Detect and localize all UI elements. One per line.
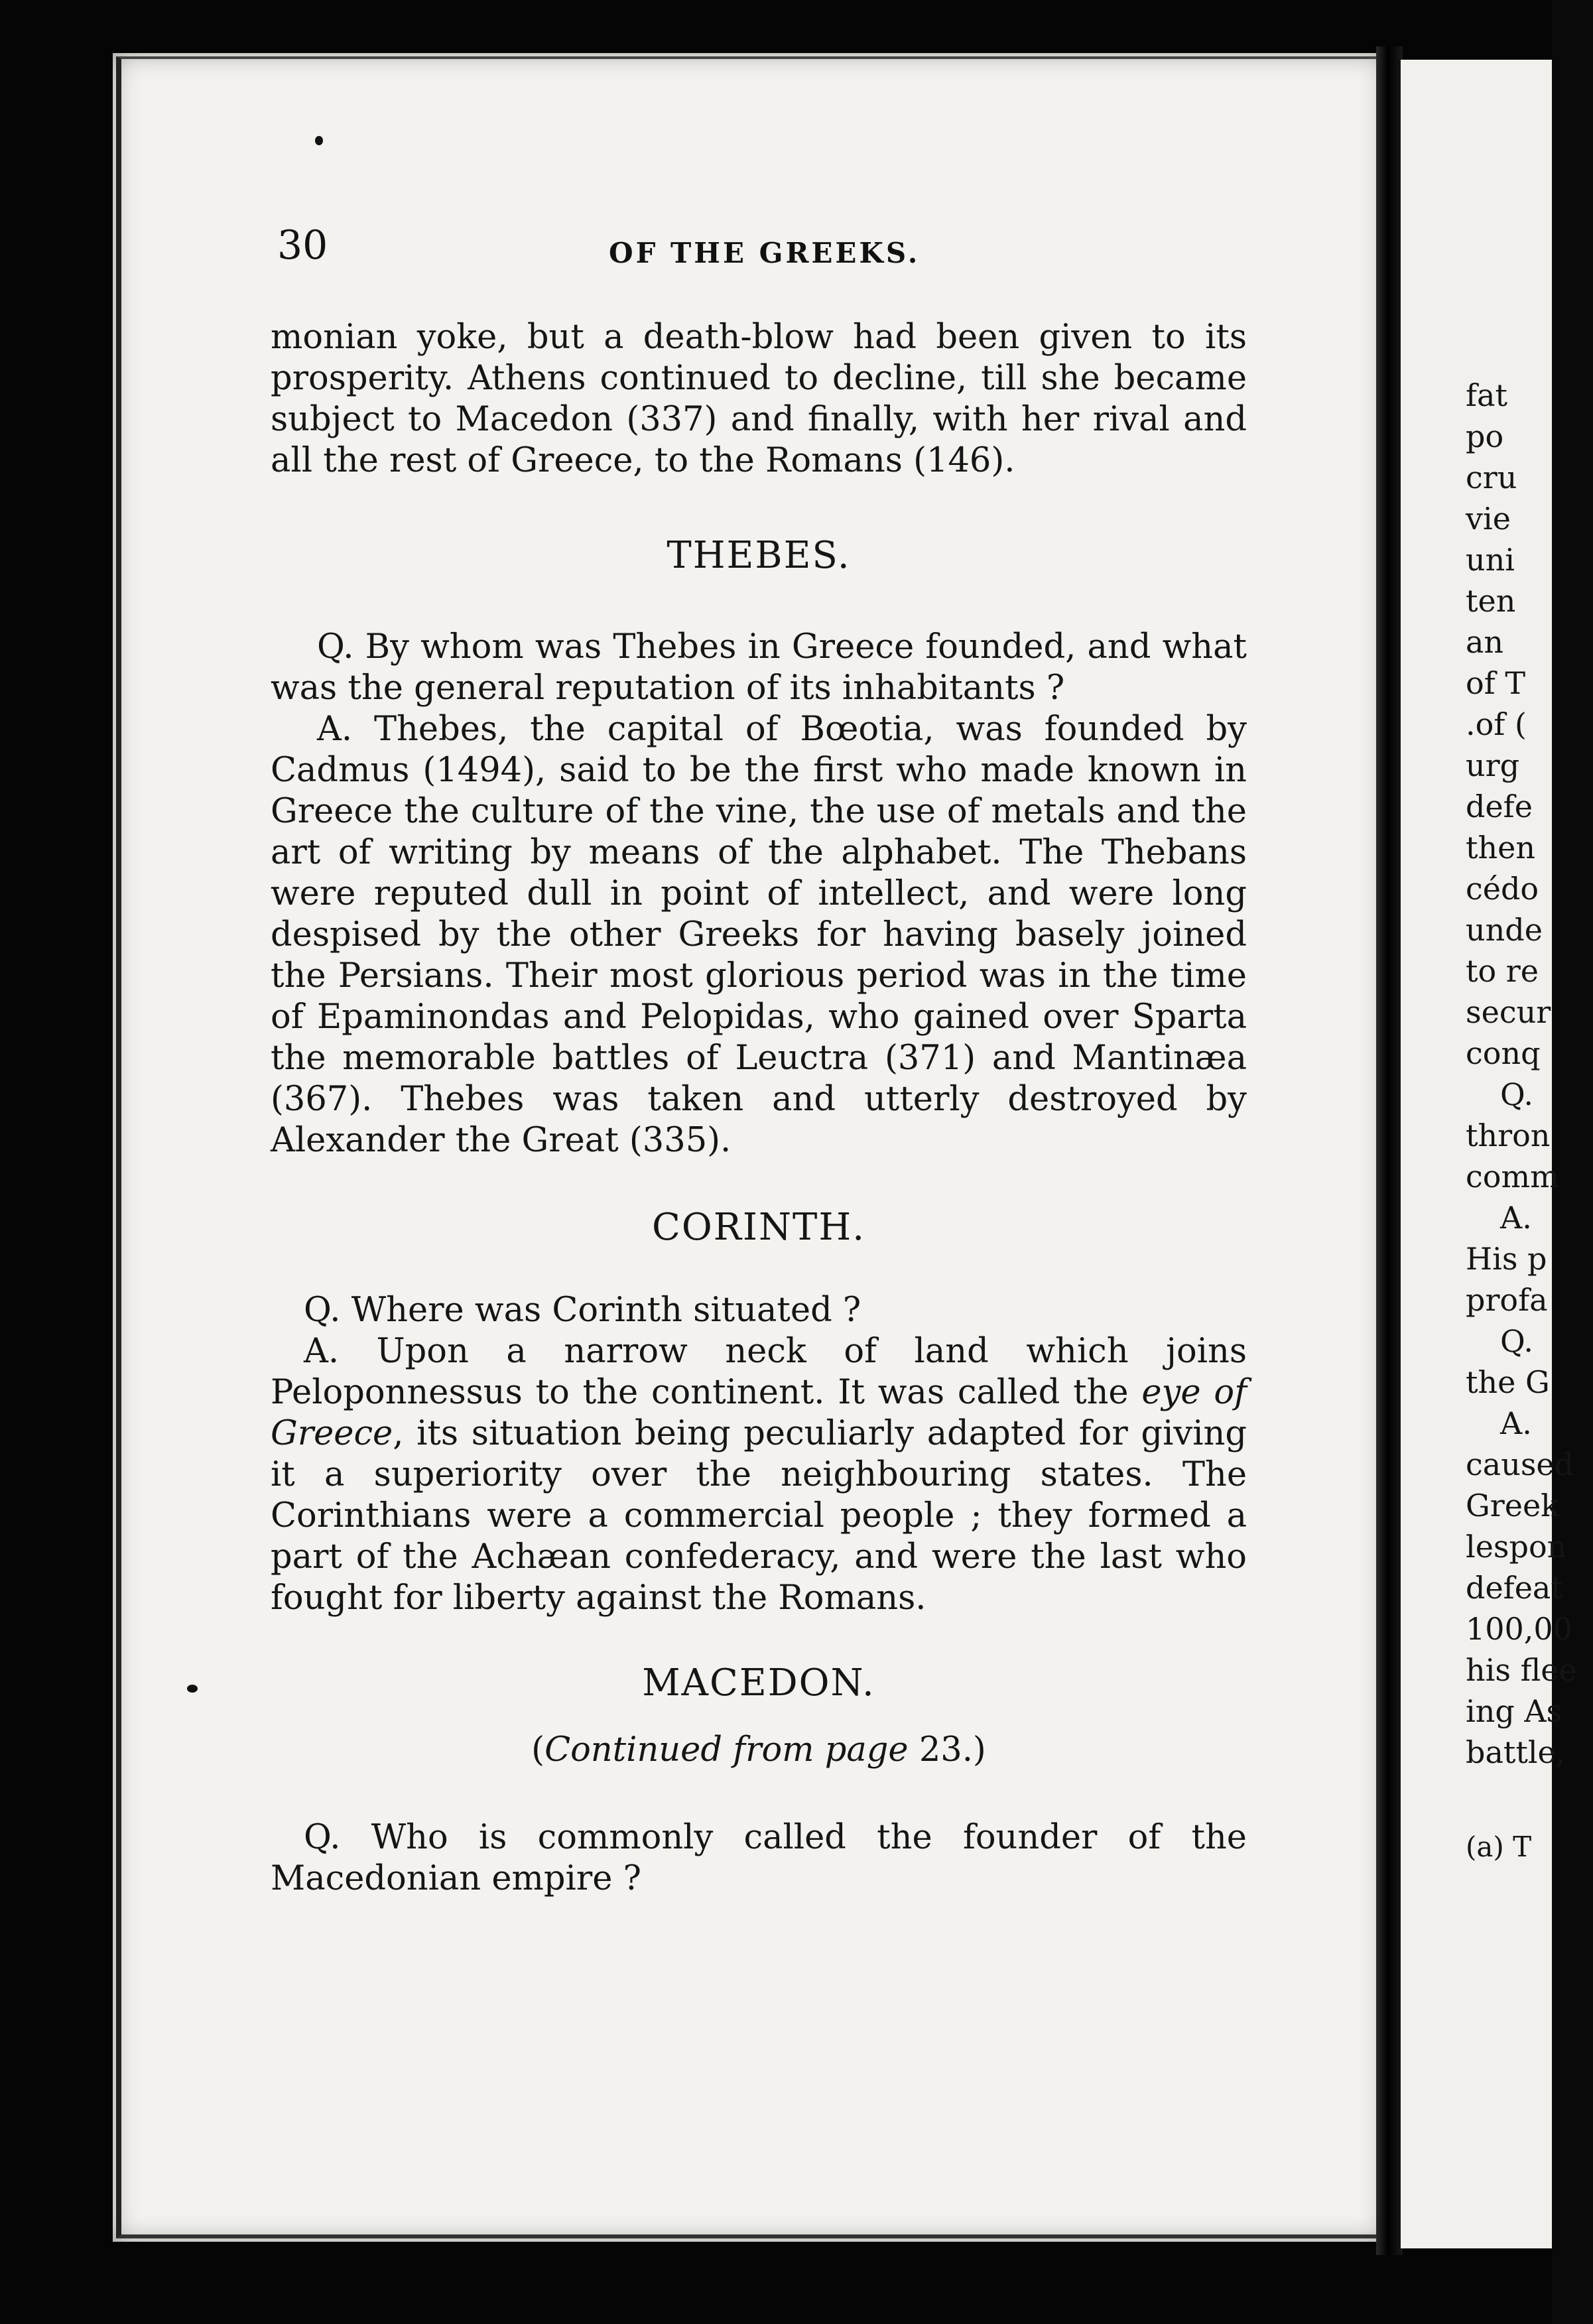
continued-open-paren: ( — [531, 1730, 545, 1770]
page-number: 30 — [277, 222, 328, 269]
running-head: OF THE GREEKS. — [609, 237, 921, 269]
right-page-line: ing As — [1466, 1693, 1562, 1729]
right-page-line: Q. — [1500, 1323, 1534, 1359]
right-page-line: his flee — [1466, 1652, 1577, 1688]
right-page-line: A. — [1500, 1200, 1532, 1236]
macedon-continued-note — [271, 1730, 1247, 1771]
corinth-answer-italic: eye of Greece — [271, 1373, 1247, 1453]
right-page-line: lespon — [1466, 1529, 1567, 1565]
right-page-line: defeat — [1466, 1570, 1563, 1606]
right-page-line: battle, — [1466, 1734, 1566, 1770]
continued-italic: Continued from page — [544, 1730, 909, 1770]
ink-speck — [315, 136, 323, 145]
right-page-footnote: (a) T — [1466, 1831, 1532, 1863]
corinth-question: Q. Where was Corinth situated ? — [304, 1291, 861, 1330]
right-page-line: fat — [1466, 377, 1507, 413]
book-gutter — [1376, 46, 1403, 2255]
right-page-line: of T — [1466, 665, 1526, 701]
heading-thebes: THEBES. — [667, 534, 851, 577]
right-page-line: thron — [1466, 1118, 1551, 1153]
ink-speck — [187, 1685, 198, 1693]
thebes-answer: A. Thebes, the capital of Bœotia, was founded by Cadmus (1494), said to be the first who made known in Greece the culture of the vine, the use of metals and the art of writing by means of the alphabet. The Thebans were reputed dull in point of intellect, and were long despised by the other Greeks for having basely joined the Persians. Their most glorious period was in the time of Epaminondas and Pelopidas, who gained over Sparta the memorable battles of Leuctra (371) and Mantinæa (367). Thebes was taken and utterly destroyed by Alexander the Great (335). — [271, 710, 1247, 1160]
right-page-line: defe — [1466, 789, 1533, 824]
thebes-question: Q. By whom was Thebes in Greece founded, and what was the general reputation of its inhabitants ? — [271, 627, 1247, 708]
right-page-line: His p — [1466, 1241, 1547, 1277]
right-page-line: the G — [1466, 1364, 1550, 1400]
right-page-line: cru — [1466, 460, 1517, 495]
right-page-line: ten — [1466, 583, 1516, 619]
page-header — [277, 222, 1252, 282]
right-page-line: uni — [1466, 542, 1515, 578]
right-page-line: comm — [1466, 1159, 1559, 1194]
right-page-line: caused — [1466, 1447, 1574, 1482]
macedon-question: Q. Who is commonly called the founder of the Macedonian empire ? — [271, 1818, 1247, 1898]
right-page-line: 100,00 — [1466, 1611, 1572, 1647]
right-page-line: A. — [1500, 1405, 1532, 1441]
right-page-line: profa — [1466, 1282, 1548, 1318]
right-page-line: an — [1466, 624, 1504, 660]
right-page-line: to re — [1466, 953, 1539, 989]
corinth-answer — [271, 1331, 1247, 1619]
intro-paragraph: monian yoke, but a death-blow had been given to its prosperity. Athens continued to decline, till she became subject to Macedon (337) and finally, with her rival and all the rest of Greece, to the Romans (146). — [271, 318, 1247, 480]
heading-corinth: CORINTH. — [651, 1206, 866, 1249]
right-page-line: unde — [1466, 912, 1543, 948]
right-page-line: secur — [1466, 994, 1551, 1030]
corinth-answer-part2: , its situation being peculiarly adapted for giving it a superiority over the neighbouring states. The Corinthians were a commercial people ; they formed a part of the Achæan confederacy, and were the last who fought for liberty against the Romans. — [271, 1414, 1247, 1618]
right-page-line: po — [1466, 419, 1504, 454]
right-page-line: urg — [1466, 747, 1520, 783]
heading-macedon: MACEDON. — [642, 1661, 875, 1705]
right-page-line: conq — [1466, 1035, 1541, 1071]
right-page-line: vie — [1466, 501, 1511, 537]
continued-page: 23.) — [908, 1730, 986, 1770]
right-page-line: Q. — [1500, 1076, 1534, 1112]
corinth-answer-part1: A. Upon a narrow neck of land which joins Peloponnessus to the continent. It was called the — [271, 1332, 1247, 1412]
right-page-line: .of ( — [1466, 706, 1527, 742]
right-page-line: cédo — [1466, 871, 1539, 907]
right-page-line: Greek — [1466, 1488, 1560, 1523]
right-page-line: then — [1466, 830, 1535, 866]
